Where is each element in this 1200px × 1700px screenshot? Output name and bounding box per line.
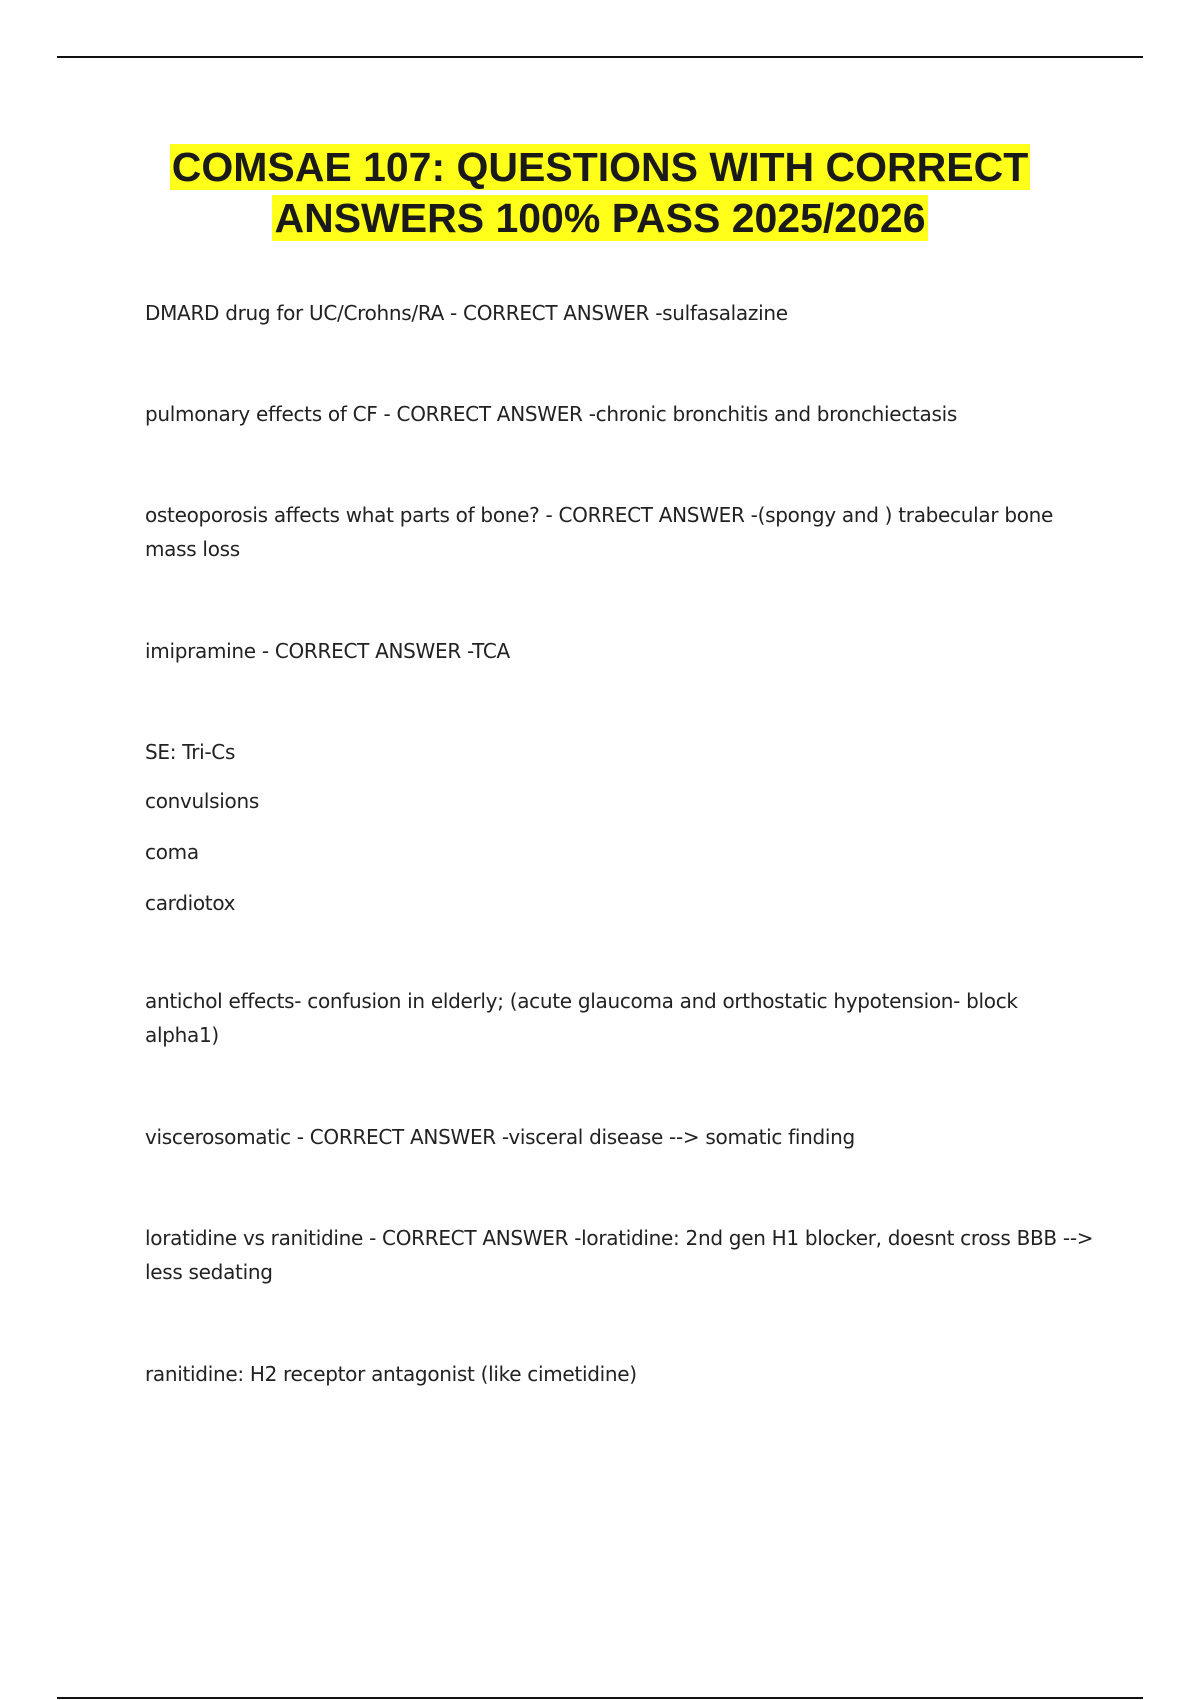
entry-dmard: DMARD drug for UC/Crohns/RA - CORRECT ANSWER -sulfasalazine — [145, 301, 788, 325]
entry-loratidine: loratidine vs ranitidine - CORRECT ANSWER -loratidine: 2nd gen H1 blocker, doesnt cross BBB --> less sedating — [145, 1226, 1094, 1284]
top-rule — [57, 56, 1143, 58]
title-line-1-text: COMSAE 107: QUESTIONS WITH CORRECT — [171, 144, 1029, 190]
entry-antichol: antichol effects- confusion in elderly; (acute glaucoma and orthostatic hypotension- block alpha1) — [145, 989, 1018, 1047]
entry-coma: coma — [145, 840, 199, 864]
bottom-rule — [57, 1697, 1143, 1699]
title-line-1 — [0, 142, 1200, 193]
entry-cardiotox: cardiotox — [145, 891, 236, 915]
entry-osteoporosis: osteoporosis affects what parts of bone? - CORRECT ANSWER -(spongy and ) trabecular bone mass loss — [145, 503, 1054, 561]
title-line-2-text: ANSWERS 100% PASS 2025/2026 — [274, 195, 926, 241]
title-line-2 — [0, 193, 1200, 244]
entry-ranitidine: ranitidine: H2 receptor antagonist (like cimetidine) — [145, 1362, 637, 1386]
entry-convulsions: convulsions — [145, 789, 259, 813]
document-title — [0, 142, 1200, 244]
entry-viscerosomatic: viscerosomatic - CORRECT ANSWER -visceral disease --> somatic finding — [145, 1125, 855, 1149]
entry-cf: pulmonary effects of CF - CORRECT ANSWER -chronic bronchitis and bronchiectasis — [145, 402, 958, 426]
entry-tri-cs: SE: Tri-Cs — [145, 740, 236, 764]
entry-imipramine: imipramine - CORRECT ANSWER -TCA — [145, 639, 510, 663]
